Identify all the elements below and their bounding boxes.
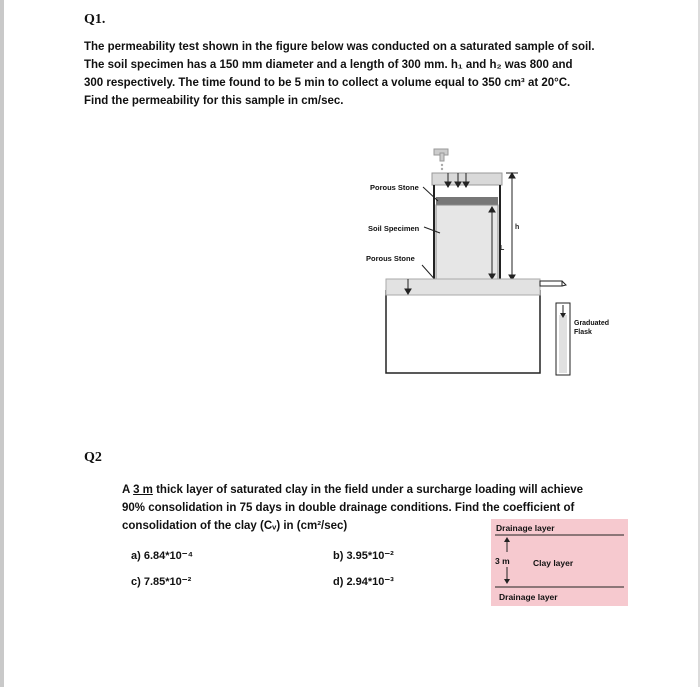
porous-stone-bottom-label: Porous Stone xyxy=(366,254,415,263)
flask-label-line1: Graduated xyxy=(574,320,610,327)
faucet-icon xyxy=(434,149,448,161)
drainage-layer-bottom-label: Drainage layer xyxy=(499,592,558,602)
question-2-line xyxy=(122,481,632,499)
porous-stone-top-label: Porous Stone xyxy=(370,183,419,192)
page-left-edge xyxy=(0,0,4,687)
question-2-line: consolidation of the clay (Cᵥ) in (cm²/sec) xyxy=(122,520,348,532)
question-1-label: Q1. xyxy=(84,12,106,27)
question-1-text xyxy=(84,38,644,110)
outer-tank xyxy=(386,290,540,373)
graduated-flask-icon xyxy=(556,303,570,375)
question-2-line1-start: A xyxy=(122,484,134,496)
water-drops xyxy=(441,164,443,170)
porous-stone-top xyxy=(436,197,498,205)
question-2-label: Q2 xyxy=(84,450,102,465)
soil-specimen-label: Soil Specimen xyxy=(368,224,420,233)
question-1-line: The permeability test shown in the figure below was conducted on a saturated sample of soil. xyxy=(84,41,595,53)
question-1-line: Find the permeability for this sample in cm/sec. xyxy=(84,95,344,107)
question-1-line: 300 respectively. The time found to be 5 min to collect a volume equal to 350 cm³ at 20°C. xyxy=(84,77,571,89)
soil-specimen xyxy=(436,205,498,281)
leader-line xyxy=(423,187,438,201)
flask-label-line2: Flask xyxy=(574,329,592,336)
option-c[interactable]: c) 7.85*10⁻² xyxy=(131,576,192,588)
l-label: L xyxy=(500,245,505,252)
option-b[interactable]: b) 3.95*10⁻² xyxy=(333,550,394,562)
question-2-line1-end: thick layer of saturated clay in the field under a surcharge loading will achieve xyxy=(152,484,584,496)
option-d[interactable]: d) 2.94*10⁻³ xyxy=(333,576,394,588)
question-2-line: 90% consolidation in 75 days in double drainage conditions. Find the coefficient of xyxy=(122,502,575,514)
drainage-layer-top-label: Drainage layer xyxy=(496,523,555,533)
outlet-spout xyxy=(540,281,566,286)
option-a[interactable]: a) 6.84*10⁻⁴ xyxy=(131,550,194,562)
clay-layer-label: Clay layer xyxy=(533,558,574,568)
h-label: h xyxy=(515,224,520,231)
thickness-label: 3 m xyxy=(495,556,510,566)
question-1-line: The soil specimen has a 150 mm diameter and a length of 300 mm. h₁ and h₂ was 800 and xyxy=(84,59,573,71)
drainage-diagram xyxy=(491,519,628,606)
thickness-underlined: 3 m xyxy=(133,484,153,496)
permeability-test-figure xyxy=(360,145,630,385)
